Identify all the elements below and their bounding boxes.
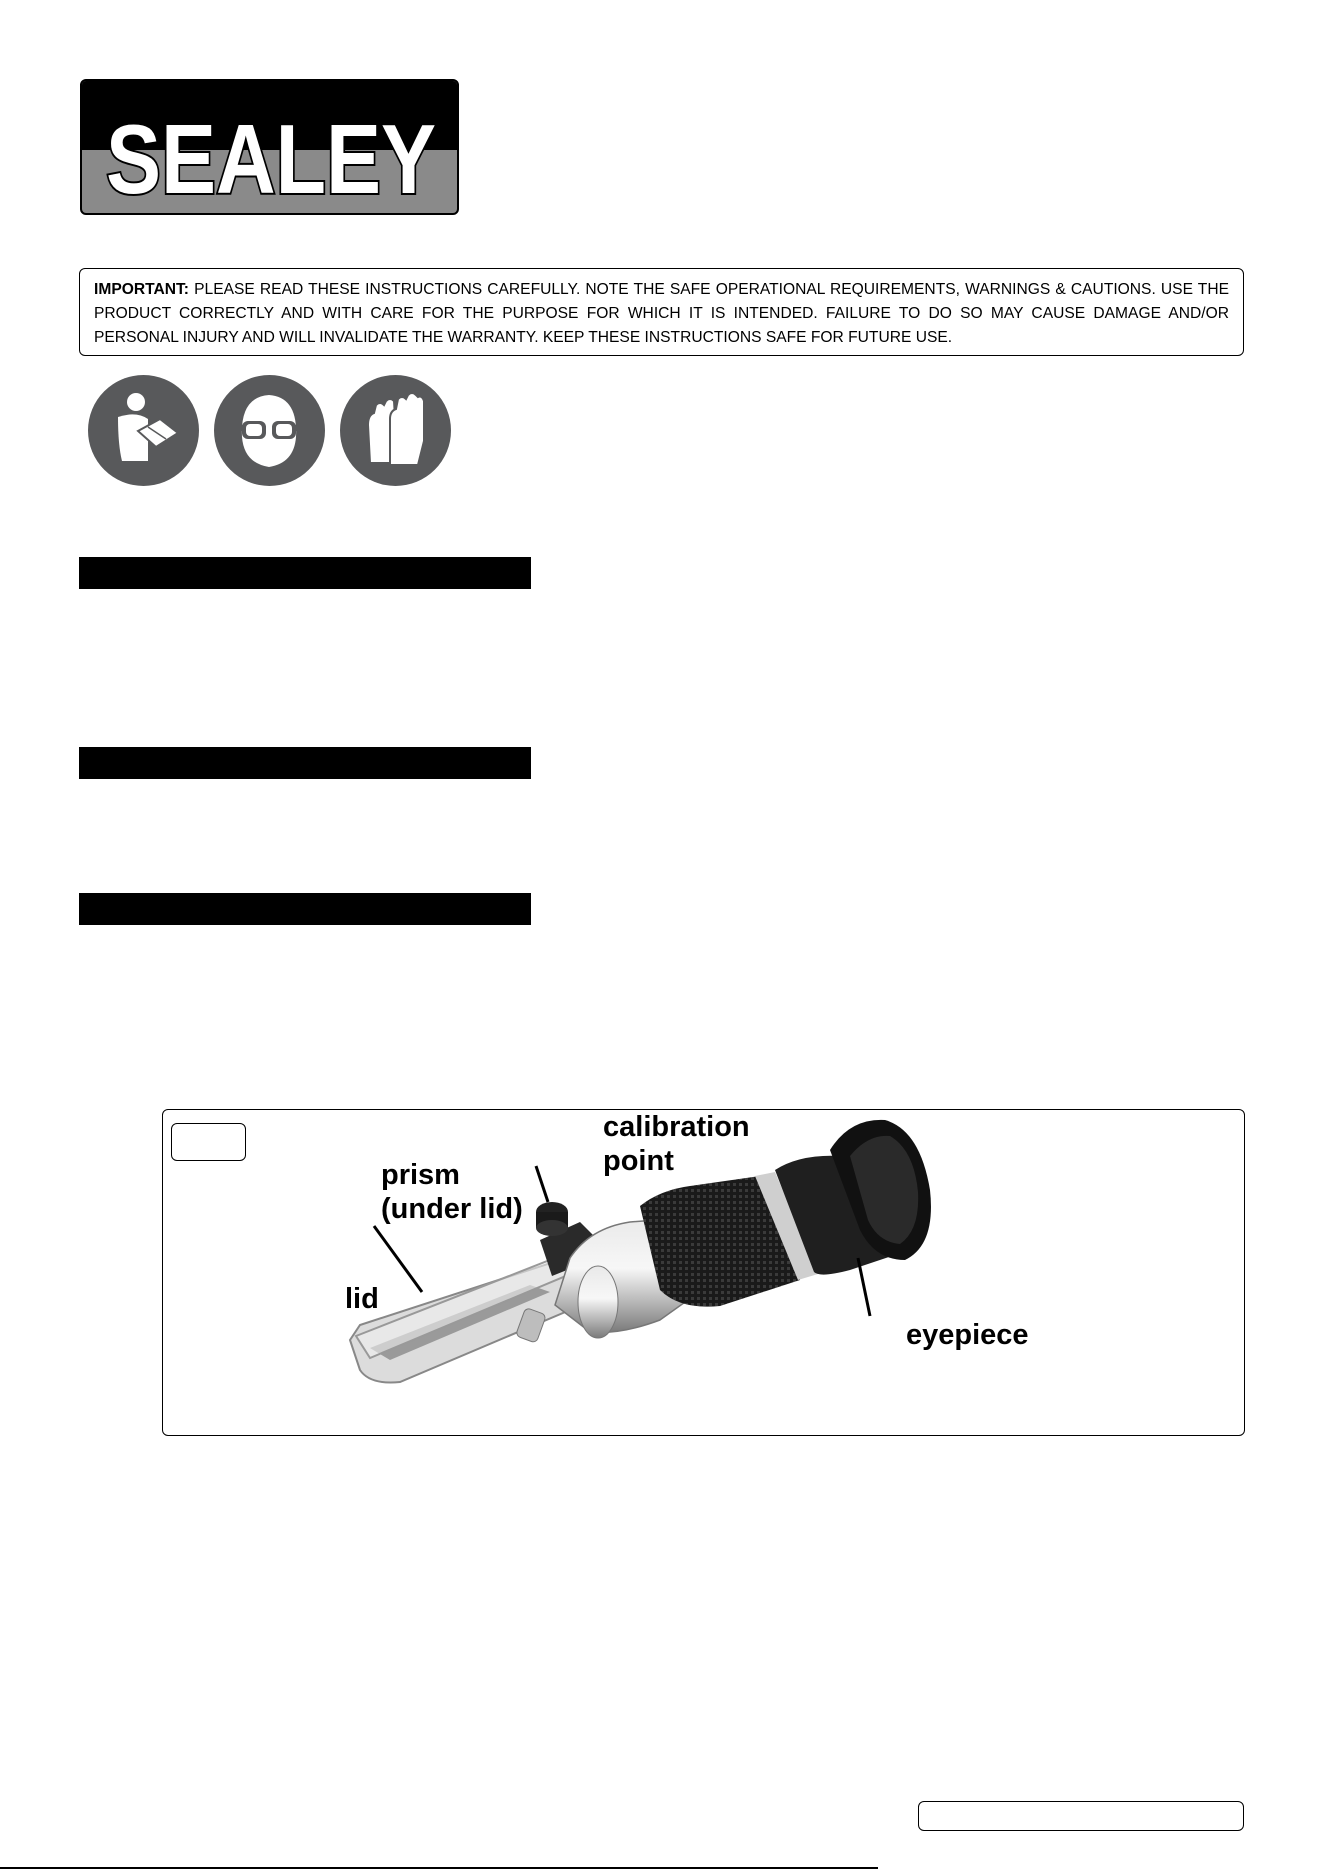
section-header-bar-1 <box>79 557 531 589</box>
logo-text: SEALEY <box>106 104 436 214</box>
logo-wordmark <box>82 81 459 215</box>
section-header-bar-3 <box>79 893 531 925</box>
read-manual-icon <box>88 375 199 486</box>
label-prism: prism (under lid) <box>381 1159 523 1225</box>
gloves-icon <box>340 375 451 486</box>
important-notice <box>79 268 1244 356</box>
section-header-bar-2 <box>79 747 531 779</box>
label-eyepiece: eyepiece <box>906 1319 1029 1351</box>
label-lid: lid <box>345 1283 379 1315</box>
eye-protection-icon <box>214 375 325 486</box>
sealey-logo <box>80 79 459 215</box>
important-text: PLEASE READ THESE INSTRUCTIONS CAREFULLY. NOTE THE SAFE OPERATIONAL REQUIREMENTS, WARNINGS & CAUTIONS. USE THE PRODUCT CORRECTLY AND WITH CARE FOR THE PURPOSE FOR WHICH IT IS INTENDED. FAILURE TO DO SO MAY CAUSE DAMAGE AND/OR PERSONAL INJURY AND WILL INVALIDATE THE WARRANTY. KEEP THESE INSTRUCTIONS SAFE FOR FUTURE USE. <box>94 281 1229 346</box>
label-calibration-point: calibration point <box>603 1111 750 1177</box>
model-reference-box <box>918 1801 1244 1831</box>
figure-number-tab <box>171 1123 246 1161</box>
footer-rule <box>0 1867 878 1869</box>
important-lead: IMPORTANT: <box>94 281 189 298</box>
